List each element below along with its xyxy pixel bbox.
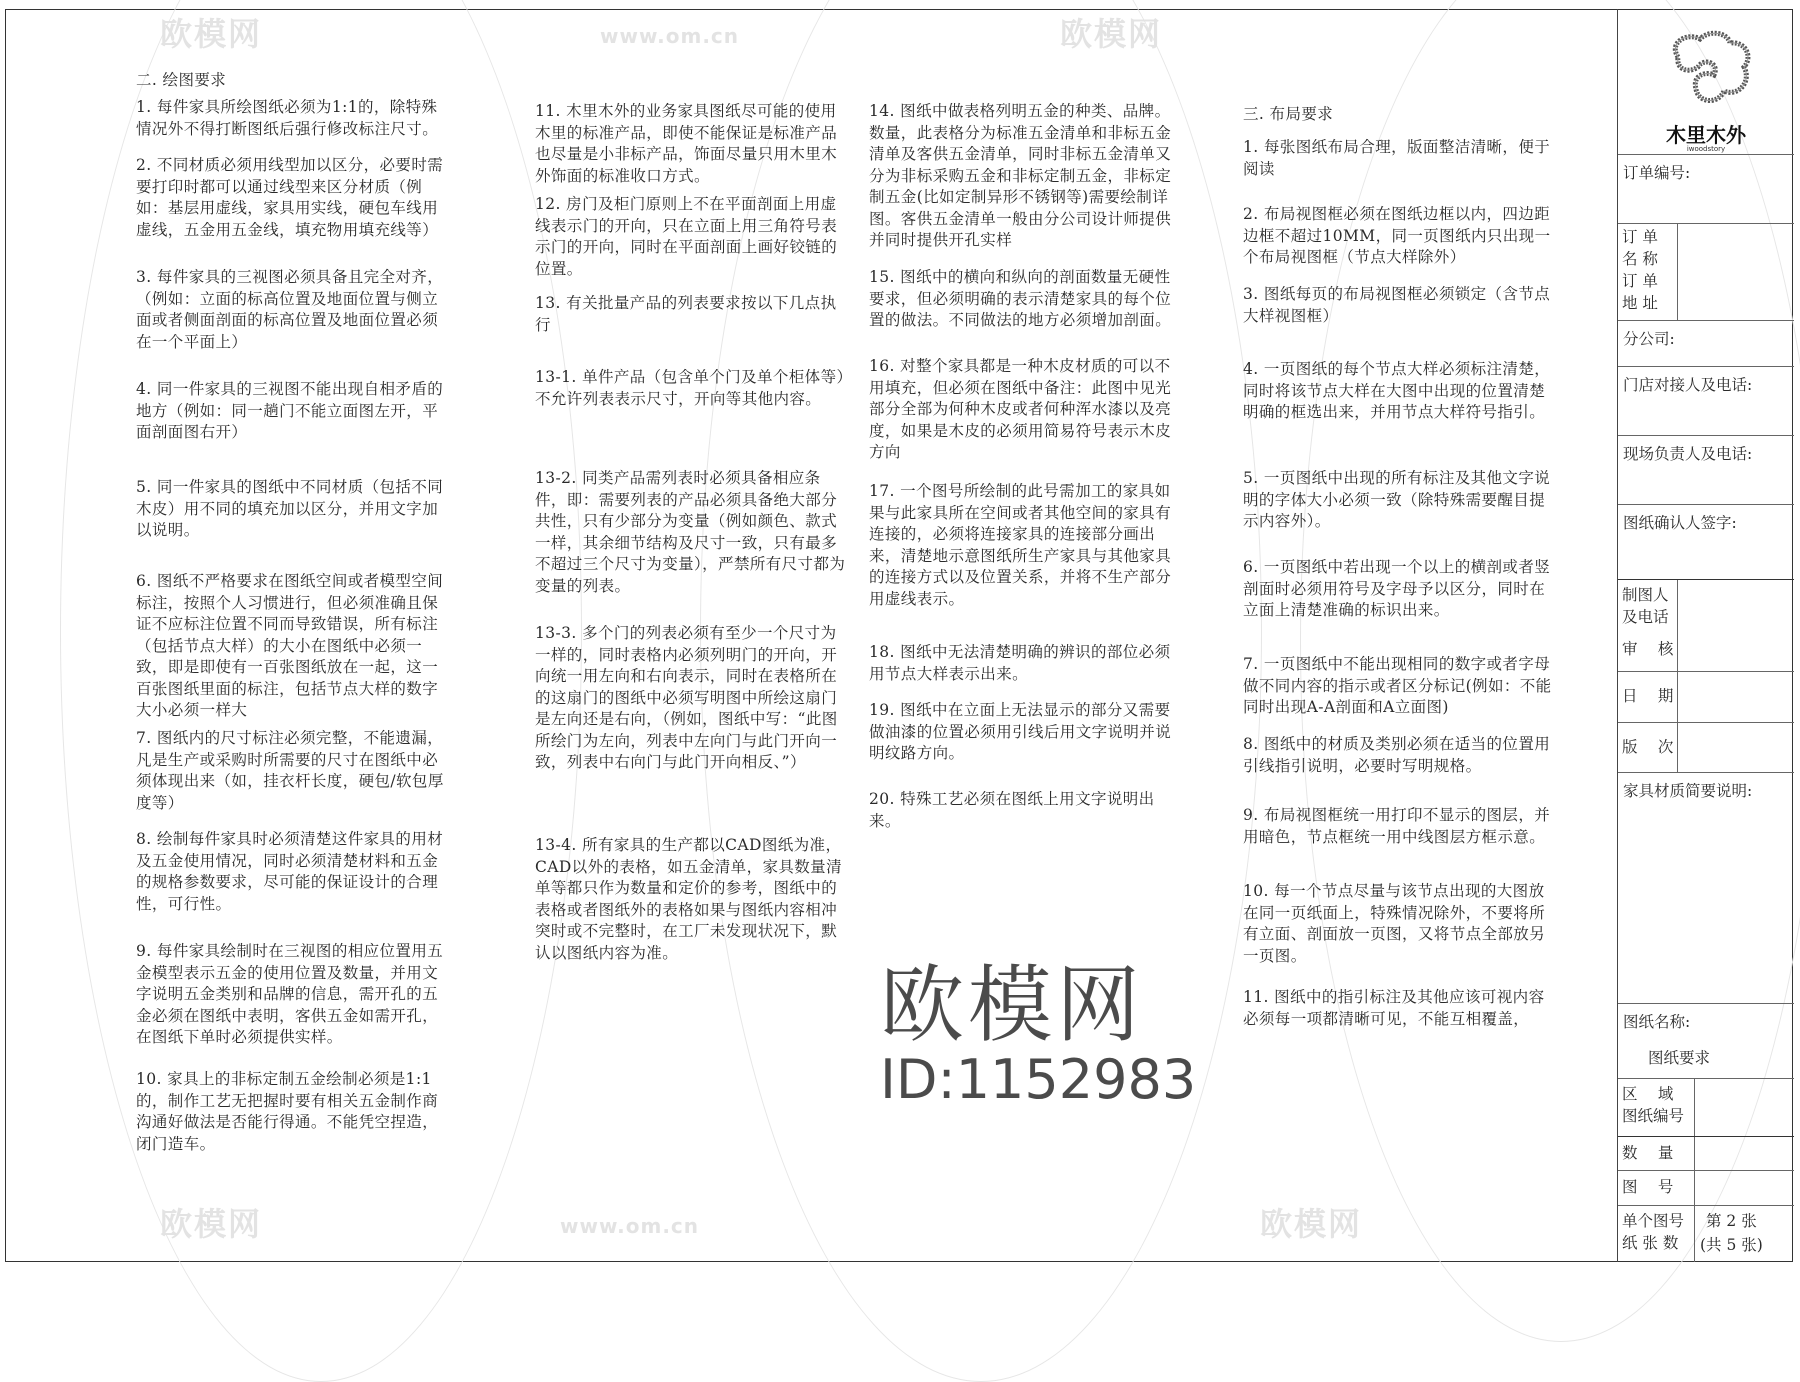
order-address-label: 订 单 (1622, 272, 1658, 290)
title-block (1617, 9, 1794, 1262)
layout-item: 7. 一页图纸中不能出现相同的数字或者字母做不同内容的指示或者区分标记(例如：不能同时出现A-A剖面和A立面图) (1243, 655, 1552, 716)
layout-item: 9. 布局视图框统一用打印不显示的图层，并用暗色，节点框统一用中线图层方框示意。 (1243, 806, 1551, 846)
requirement-item: 16. 对整个家具都是一种木皮材质的可以不用填充，但必须在图纸中备注：此图中见光部分全部为何种木皮或者何种浑水漆以及亮度，如果是木皮的必须用简易符号表示木皮方向 (869, 357, 1172, 461)
date-label: 日 期 (1622, 687, 1674, 705)
watermark-logo: 欧模网 (1260, 1205, 1363, 1243)
requirement-item: 18. 图纸中无法清楚明确的辨识的部位必须用节点大样表示出来。 (869, 643, 1171, 683)
requirement-item: 13-2. 同类产品需列表时必须具备相应条件，即：需要列表的产品必须具备绝大部分共性，只有少部分为变量（例如颜色、款式一样，其余细节结构及尺寸一致，只有最多不超过三个尺寸为变量），严禁所有尺寸都为变量的列表。 (535, 469, 846, 595)
quantity-cell (1618, 1137, 1794, 1171)
drawing-code-label: 图纸编号 (1622, 1107, 1685, 1125)
confirm-sign-label: 图纸确认人签字: (1623, 514, 1737, 532)
date-cell (1618, 672, 1794, 723)
requirement-item: 12. 房门及柜门原则上不在平面剖面上用虚线表示门的开向，只在立面上用三角符号表示门的开向，同时在平面剖面上画好铰链的位置。 (535, 195, 838, 278)
layout-item: 6. 一页图纸中若出现一个以上的横剖或者竖剖面时必须用符号及字母予以区分，同时在立面上清楚准确的标识出来。 (1243, 558, 1551, 619)
layout-item: 1. 每张图纸布局合理，版面整洁清晰，便于阅读 (1243, 138, 1551, 178)
requirement-item: 7. 图纸内的尺寸标注必须完整，不能遗漏，凡是生产或采购时所需要的尺寸在图纸中必须体现出来（如，挂衣杆长度，硬包/软包厚度等） (136, 729, 444, 812)
requirement-item: 6. 图纸不严格要求在图纸空间或者模型空间标注，按照个人习惯进行，但必须准确且保证不应标注位置不同而导致错误，所有标注（包括节点大样）的大小在图纸中必须一致，即是即使有一百张图纸放在一起，这一百张图纸里面的标注，包括节点大样的数字大小必须一样大 (136, 572, 444, 719)
order-info-cell (1618, 224, 1794, 321)
requirement-item: 1. 每件家具所绘图纸必须为1:1的，除特殊情况外不得打断图纸后强行修改标注尺寸。 (136, 98, 439, 138)
layout-item: 2. 布局视图框必须在图纸边框以内，四边距边框不超过10MM，同一页图纸内只出现一个布局视图框（节点大样除外） (1243, 205, 1551, 266)
requirement-item: 11. 木里木外的业务家具图纸尽可能的使用木里的标准产品，即使不能保证是标准产品也尽量是小非标产品，饰面尽量只用木里木外饰面的标准收口方式。 (535, 102, 838, 185)
version-label: 版 次 (1622, 738, 1674, 756)
watermark-logo: 欧模网 (1060, 15, 1163, 53)
material-note-label: 家具材质简要说明: (1623, 782, 1753, 800)
watermark-site: 欧模网 (880, 956, 1145, 1054)
site-manager-label: 现场负责人及电话: (1623, 445, 1753, 463)
requirement-item: 13. 有关批量产品的列表要求按以下几点执行 (535, 294, 837, 334)
requirement-item: 14. 图纸中做表格列明五金的种类、品牌。数量，此表格分为标准五金清单和非标五金清单及客供五金清单，同时非标五金清单又分为非标采购五金和非标定制五金，非标定制五金(比如定制异形不锈钢等)需要绘制详图。客供五金清单一般由分公司设计师提供并同时提供开孔实样 (869, 102, 1172, 249)
requirement-item: 9. 每件家具绘制时在三视图的相应位置用五金模型表示五金的使用位置及数量，并用文字说明五金类别和品牌的信息，需开孔的五金必须在图纸中表明，客供五金如需开孔，在图纸下单时必须提供实样。 (136, 942, 444, 1046)
brand-name-en: iwoodstory (1686, 145, 1726, 153)
brand-logo-icon (1658, 27, 1758, 107)
store-contact-label: 门店对接人及电话: (1623, 376, 1753, 394)
requirement-item: 2. 不同材质必须用线型加以区分，必要时需要打印时都可以通过线型来区分材质（例如：基层用虚线，家具用实线，硬包车线用虚线，五金用五金线，填充物用填充线等） (136, 156, 444, 239)
drawing-name-label: 图纸名称: (1623, 1013, 1691, 1031)
area-cell (1618, 1079, 1794, 1137)
order-number-label: 订单编号: (1623, 164, 1691, 182)
layout-item: 5. 一页图纸中出现的所有标注及其他文字说明的字体大小必须一致（除特殊需要醒目提示内容外）。 (1243, 469, 1551, 530)
quantity-label: 数 量 (1622, 1144, 1674, 1162)
sheet-count-cell (1618, 1206, 1794, 1262)
requirement-item: 13-1. 单件产品（包含单个门及单个柜体等）不允许列表表示尺寸，开向等其他内容。 (535, 368, 845, 408)
requirement-item: 8. 绘制每件家具时必须清楚这件家具的用材及五金使用情况，同时必须清楚材料和五金的规格参数要求，尽可能的保证设计的合理性，可行性。 (136, 830, 444, 913)
brand-name: 木里木外 (1666, 123, 1746, 147)
branch-cell (1618, 321, 1794, 367)
store-contact-cell (1618, 367, 1794, 436)
watermark-url: www.om.cn (560, 1214, 700, 1238)
drafter-cell (1618, 580, 1794, 672)
requirement-item: 10. 家具上的非标定制五金绘制必须是1:1的，制作工艺无把握时要有相关五金制作商沟通好做法是否能行得通。不能凭空捏造，闭门造车。 (136, 1070, 439, 1153)
sheet-total: (共 5 张) (1700, 1236, 1763, 1254)
sheet-current: 第 2 张 (1706, 1212, 1757, 1230)
requirement-item: 19. 图纸中在立面上无法显示的部分又需要做油漆的位置必须用引线后用文字说明并说明纹路方向。 (869, 701, 1172, 762)
drawing-no-label: 图 号 (1622, 1178, 1674, 1196)
logo-cell (1618, 9, 1794, 155)
section-heading: 三. 布局要求 (1243, 105, 1334, 123)
order-address-label: 地 址 (1622, 294, 1658, 312)
drawing-no-cell (1618, 1171, 1794, 1206)
review-label: 审 核 (1622, 640, 1674, 658)
requirement-item: 5. 同一件家具的图纸中不同材质（包括不同木皮）用不同的填充加以区分，并用文字加以说明。 (136, 478, 444, 539)
area-label: 区 域 (1622, 1085, 1674, 1103)
layout-item: 8. 图纸中的材质及类别必须在适当的位置用引线指引说明，必要时写明规格。 (1243, 735, 1551, 775)
sheet-count-label: 纸 张 数 (1622, 1234, 1679, 1252)
watermark-id: ID:1152983 (880, 1048, 1197, 1111)
order-name-label: 订 单 (1622, 228, 1658, 246)
version-cell (1618, 723, 1794, 773)
section-heading: 二. 绘图要求 (136, 71, 227, 89)
requirement-item: 3. 每件家具的三视图必须具备且完全对齐，（例如：立面的标高位置及地面位置与侧立面或者侧面剖面的标高位置及地面位置必须在一个平面上） (136, 268, 444, 351)
confirm-sign-cell (1618, 505, 1794, 580)
drawing-name-value: 图纸要求 (1648, 1049, 1711, 1067)
requirement-item: 4. 同一件家具的三视图不能出现自相矛盾的地方（例如：同一趟门不能立面图左开，平面剖面图右开） (136, 380, 444, 441)
watermark-url: www.om.cn (600, 24, 740, 48)
layout-item: 4. 一页图纸的每个节点大样必须标注清楚，同时将该节点大样在大图中出现的位置清楚明确的框选出来，并用节点大样符号指引。 (1243, 360, 1551, 421)
branch-label: 分公司: (1623, 330, 1675, 348)
requirement-item: 17. 一个图号所绘制的此号需加工的家具如果与此家具所在空间或者其他空间的家具有连接的，必须将连接家具的连接部分画出来，清楚地示意图纸所生产家具与其他家具的连接方式以及位置关系，并将不生产部分用虚线表示。 (869, 482, 1172, 608)
layout-item: 10. 每一个节点尽量与该节点出现的大图放在同一页纸面上，特殊情况除外，不要将所有立面、剖面放一页图，又将节点全部放另一页图。 (1243, 882, 1546, 965)
sheet-count-label: 单个图号 (1622, 1212, 1685, 1230)
drafter-label: 及电话 (1622, 608, 1669, 626)
watermark-logo: 欧模网 (160, 15, 263, 53)
requirement-item: 13-4. 所有家具的生产都以CAD图纸为准，CAD以外的表格，如五金清单，家具数量清单等都只作为数量和定价的参考，图纸中的表格或者图纸外的表格如果与图纸内容相冲突时或不完整时，在工厂未发现状况下，默认以图纸内容为准。 (535, 836, 842, 962)
requirement-item: 20. 特殊工艺必须在图纸上用文字说明出来。 (869, 790, 1155, 830)
drawing-name-cell (1618, 1004, 1794, 1079)
drafter-label: 制图人 (1622, 586, 1669, 604)
order-name-label: 名 称 (1622, 250, 1658, 268)
site-manager-cell (1618, 436, 1794, 505)
layout-item: 11. 图纸中的指引标注及其他应该可视内容必须每一项都清晰可见，不能互相覆盖， (1243, 988, 1545, 1028)
order-number-cell (1618, 155, 1794, 224)
material-note-cell (1618, 773, 1794, 1004)
layout-item: 3. 图纸每页的布局视图框必须锁定（含节点大样视图框） (1243, 285, 1551, 325)
requirement-item: 15. 图纸中的横向和纵向的剖面数量无硬性要求，但必须明确的表示清楚家具的每个位置的做法。不同做法的地方必须增加剖面。 (869, 268, 1172, 329)
watermark-logo: 欧模网 (160, 1205, 263, 1243)
requirement-item: 13-3. 多个门的列表必须有至少一个尺寸为一样的，同时表格内必须列明门的开向，开向统一用左向和右向表示，同时在表格所在的这扇门的图纸中必须写明图中所绘这扇门是左向还是右向，（例如，图纸中写：“此图所绘门为左向，列表中左向门与此门开向一致，列表中右向门与此门开向相反、”） (535, 624, 838, 771)
